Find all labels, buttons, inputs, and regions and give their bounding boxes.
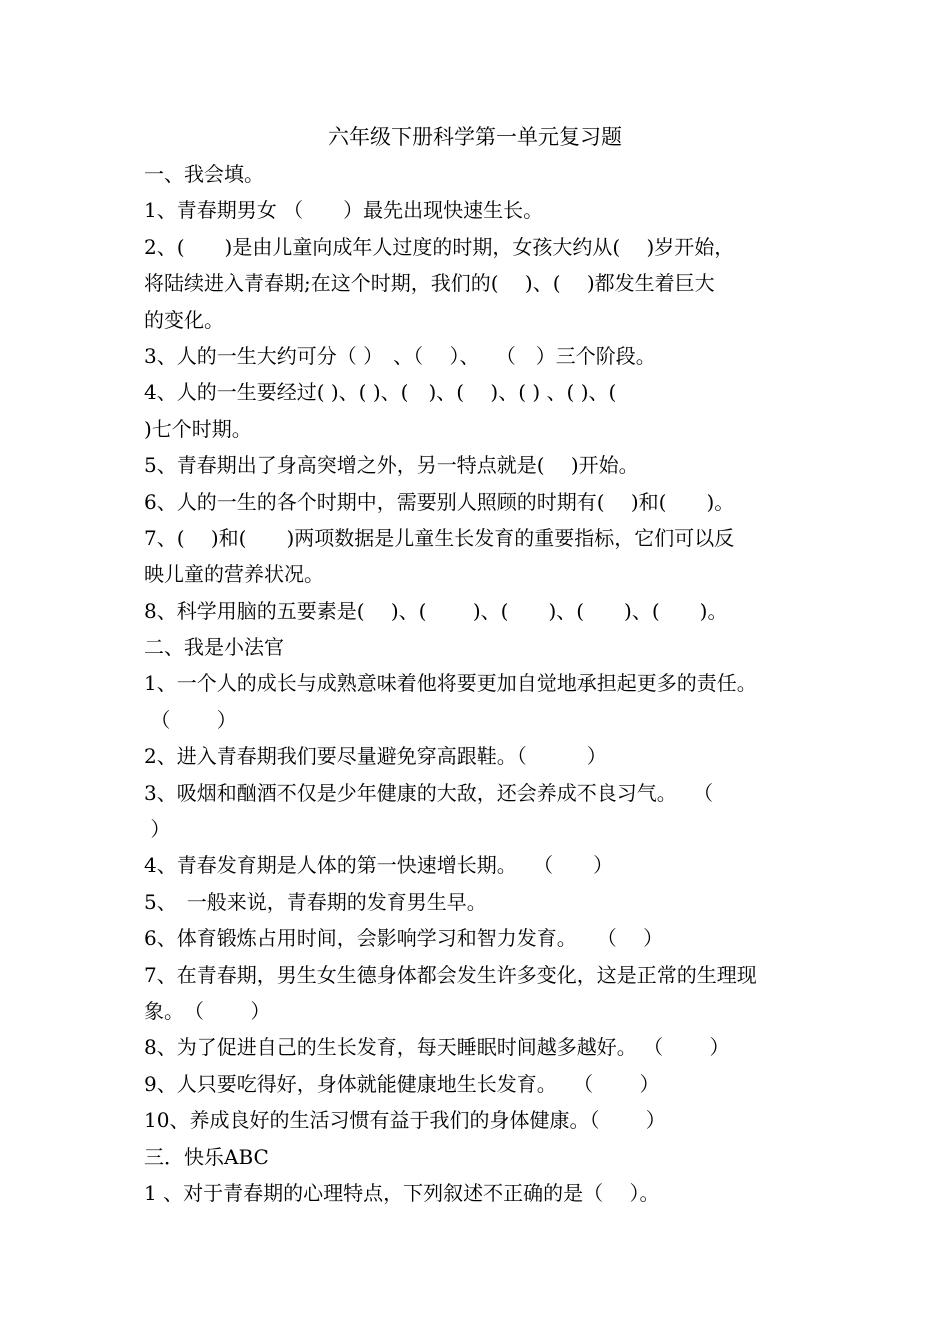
page-title: 六年级下册科学第一单元复习题 [328, 125, 622, 149]
question-line: 5、 一般来说，青春期的发育男生早。 [144, 889, 487, 914]
section-heading-abc: 三．快乐ABC [144, 1144, 269, 1169]
question-line: 1 、对于青春期的心理特点，下列叙述不正确的是（ ）。 [144, 1180, 660, 1205]
question-line: 9、人只要吃得好，身体就能健康地生长发育。 （ ） [144, 1071, 660, 1096]
question-line: 1、一个人的成长与成熟意味着他将要更加自觉地承担起更多的责任。 [144, 671, 757, 696]
question-line: )七个时期。 [144, 416, 252, 441]
question-line: 将陆续进入青春期;在这个时期，我们的( )、( )都发生着巨大 [144, 271, 715, 296]
question-line: 象。 （ ） [144, 998, 271, 1023]
question-line: 6、体育锻炼占用时间，会影响学习和智力发育。 （ ） [144, 926, 664, 951]
question-line: 1、青春期男女 （ ）最先出现快速生长。 [144, 198, 544, 223]
question-line: 8、科学用脑的五要素是( )、( )、( )、( )、( )。 [144, 598, 728, 623]
question-line: 3、吸烟和酗酒不仅是少年健康的大敌，还会养成不良习气。 （ [144, 780, 714, 805]
question-line: 映儿童的营养状况。 [144, 562, 324, 587]
question-line: 2、进入青春期我们要尽量避免穿高跟鞋。（ ） [144, 744, 607, 769]
question-line: 7、在青春期，男生女生德身体都会发生许多变化，这是正常的生理现 [144, 962, 757, 987]
section-heading-judge: 二、我是小法官 [144, 635, 284, 660]
question-line: 4、青春发育期是人体的第一快速增长期。 （ ） [144, 853, 614, 878]
question-line: （ ） [144, 707, 237, 732]
question-line: 6、人的一生的各个时期中，需要别人照顾的时期有( )和( )。 [144, 489, 735, 514]
document-body [144, 156, 824, 1211]
question-line: 2、( )是由儿童向成年人过度的时期，女孩大约从( )岁开始， [144, 234, 735, 259]
section-heading-fill-in: 一、我会填。 [144, 162, 264, 186]
question-line: ） [144, 817, 171, 842]
question-line: 的变化。 [144, 307, 224, 332]
question-line: 5、青春期出了身高突增之外，另一特点就是( )开始。 [144, 453, 639, 478]
question-line: 10、养成良好的生活习惯有益于我们的身体健康。（ ） [144, 1108, 666, 1133]
question-line: 7、( )和( )两项数据是儿童生长发育的重要指标，它们可以反 [144, 525, 735, 550]
question-line: 4、人的一生要经过( )、( )、( )、( )、( ) 、( )、( [144, 380, 617, 405]
question-line: 3、人的一生大约可分（ ） 、（ ）、 （ ）三个阶段。 [144, 343, 656, 368]
question-line: 8、为了促进自己的生长发育，每天睡眠时间越多越好。 （ ） [144, 1035, 730, 1060]
